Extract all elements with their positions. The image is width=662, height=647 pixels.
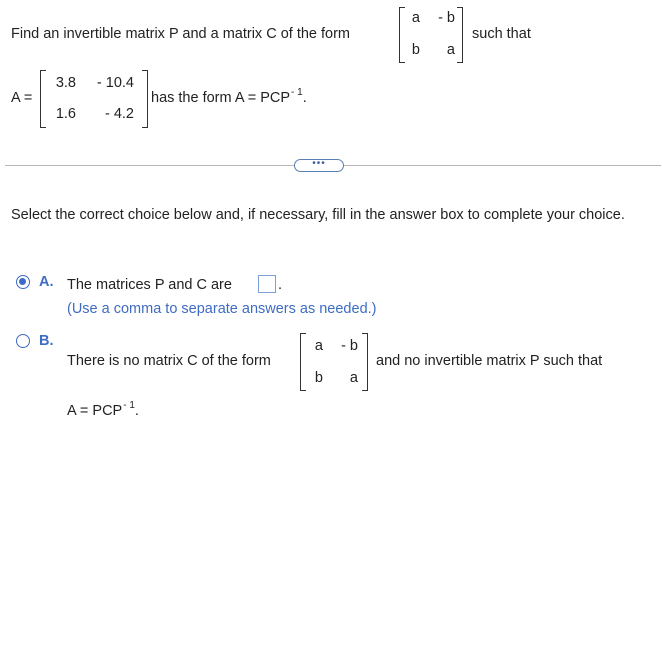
choice-a-hint: (Use a comma to separate answers as needed.)	[67, 301, 377, 317]
matrix-a-cell: 1.6	[55, 106, 76, 122]
exponent: - 1	[291, 87, 303, 98]
form-matrix-cell: - b	[341, 338, 358, 354]
form-matrix-cell: b	[411, 42, 420, 58]
show-more-button[interactable]: •••	[294, 159, 344, 172]
choice-a-letter: A.	[39, 274, 54, 290]
choice-b-letter: B.	[39, 333, 54, 349]
answer-input[interactable]	[258, 275, 276, 293]
matrix-a-cell: - 10.4	[96, 75, 134, 91]
choice-a-radio[interactable]	[16, 275, 30, 289]
form-matrix-cell: a	[411, 10, 420, 26]
choice-b-formula: $A = PCP^{- 1}$.	[67, 400, 139, 419]
choice-a-text: The matrices P and C are	[67, 277, 232, 293]
choice-b-form-matrix	[300, 333, 368, 391]
matrix-a	[40, 70, 148, 128]
form-matrix-cell: a	[349, 370, 358, 386]
choice-b-text: There is no matrix C of the form	[67, 353, 271, 369]
choice-a-period: .	[278, 277, 283, 293]
exponent: - 1	[123, 400, 135, 411]
matrix-a-cell: - 4.2	[104, 106, 134, 122]
choice-b-radio[interactable]	[16, 334, 30, 348]
instruction-text: Select the correct choice below and, if necessary, fill in the answer box to complete your choice.	[11, 207, 625, 223]
choice-b-text-after: and no invertible matrix P such that	[376, 353, 603, 369]
form-matrix	[399, 7, 463, 63]
question-intro: Find an invertible matrix P and a matrix C of the form	[11, 26, 351, 42]
such-that-text: such that	[472, 26, 531, 42]
has-form-text: has the form $A = PCP^{- 1}$.	[151, 87, 307, 106]
form-matrix-cell: b	[314, 370, 323, 386]
form-matrix-cell: a	[314, 338, 323, 354]
matrix-a-label: A =	[11, 90, 33, 106]
form-matrix-cell: a	[446, 42, 455, 58]
form-matrix-cell: - b	[438, 10, 455, 26]
matrix-a-cell: 3.8	[55, 75, 76, 91]
